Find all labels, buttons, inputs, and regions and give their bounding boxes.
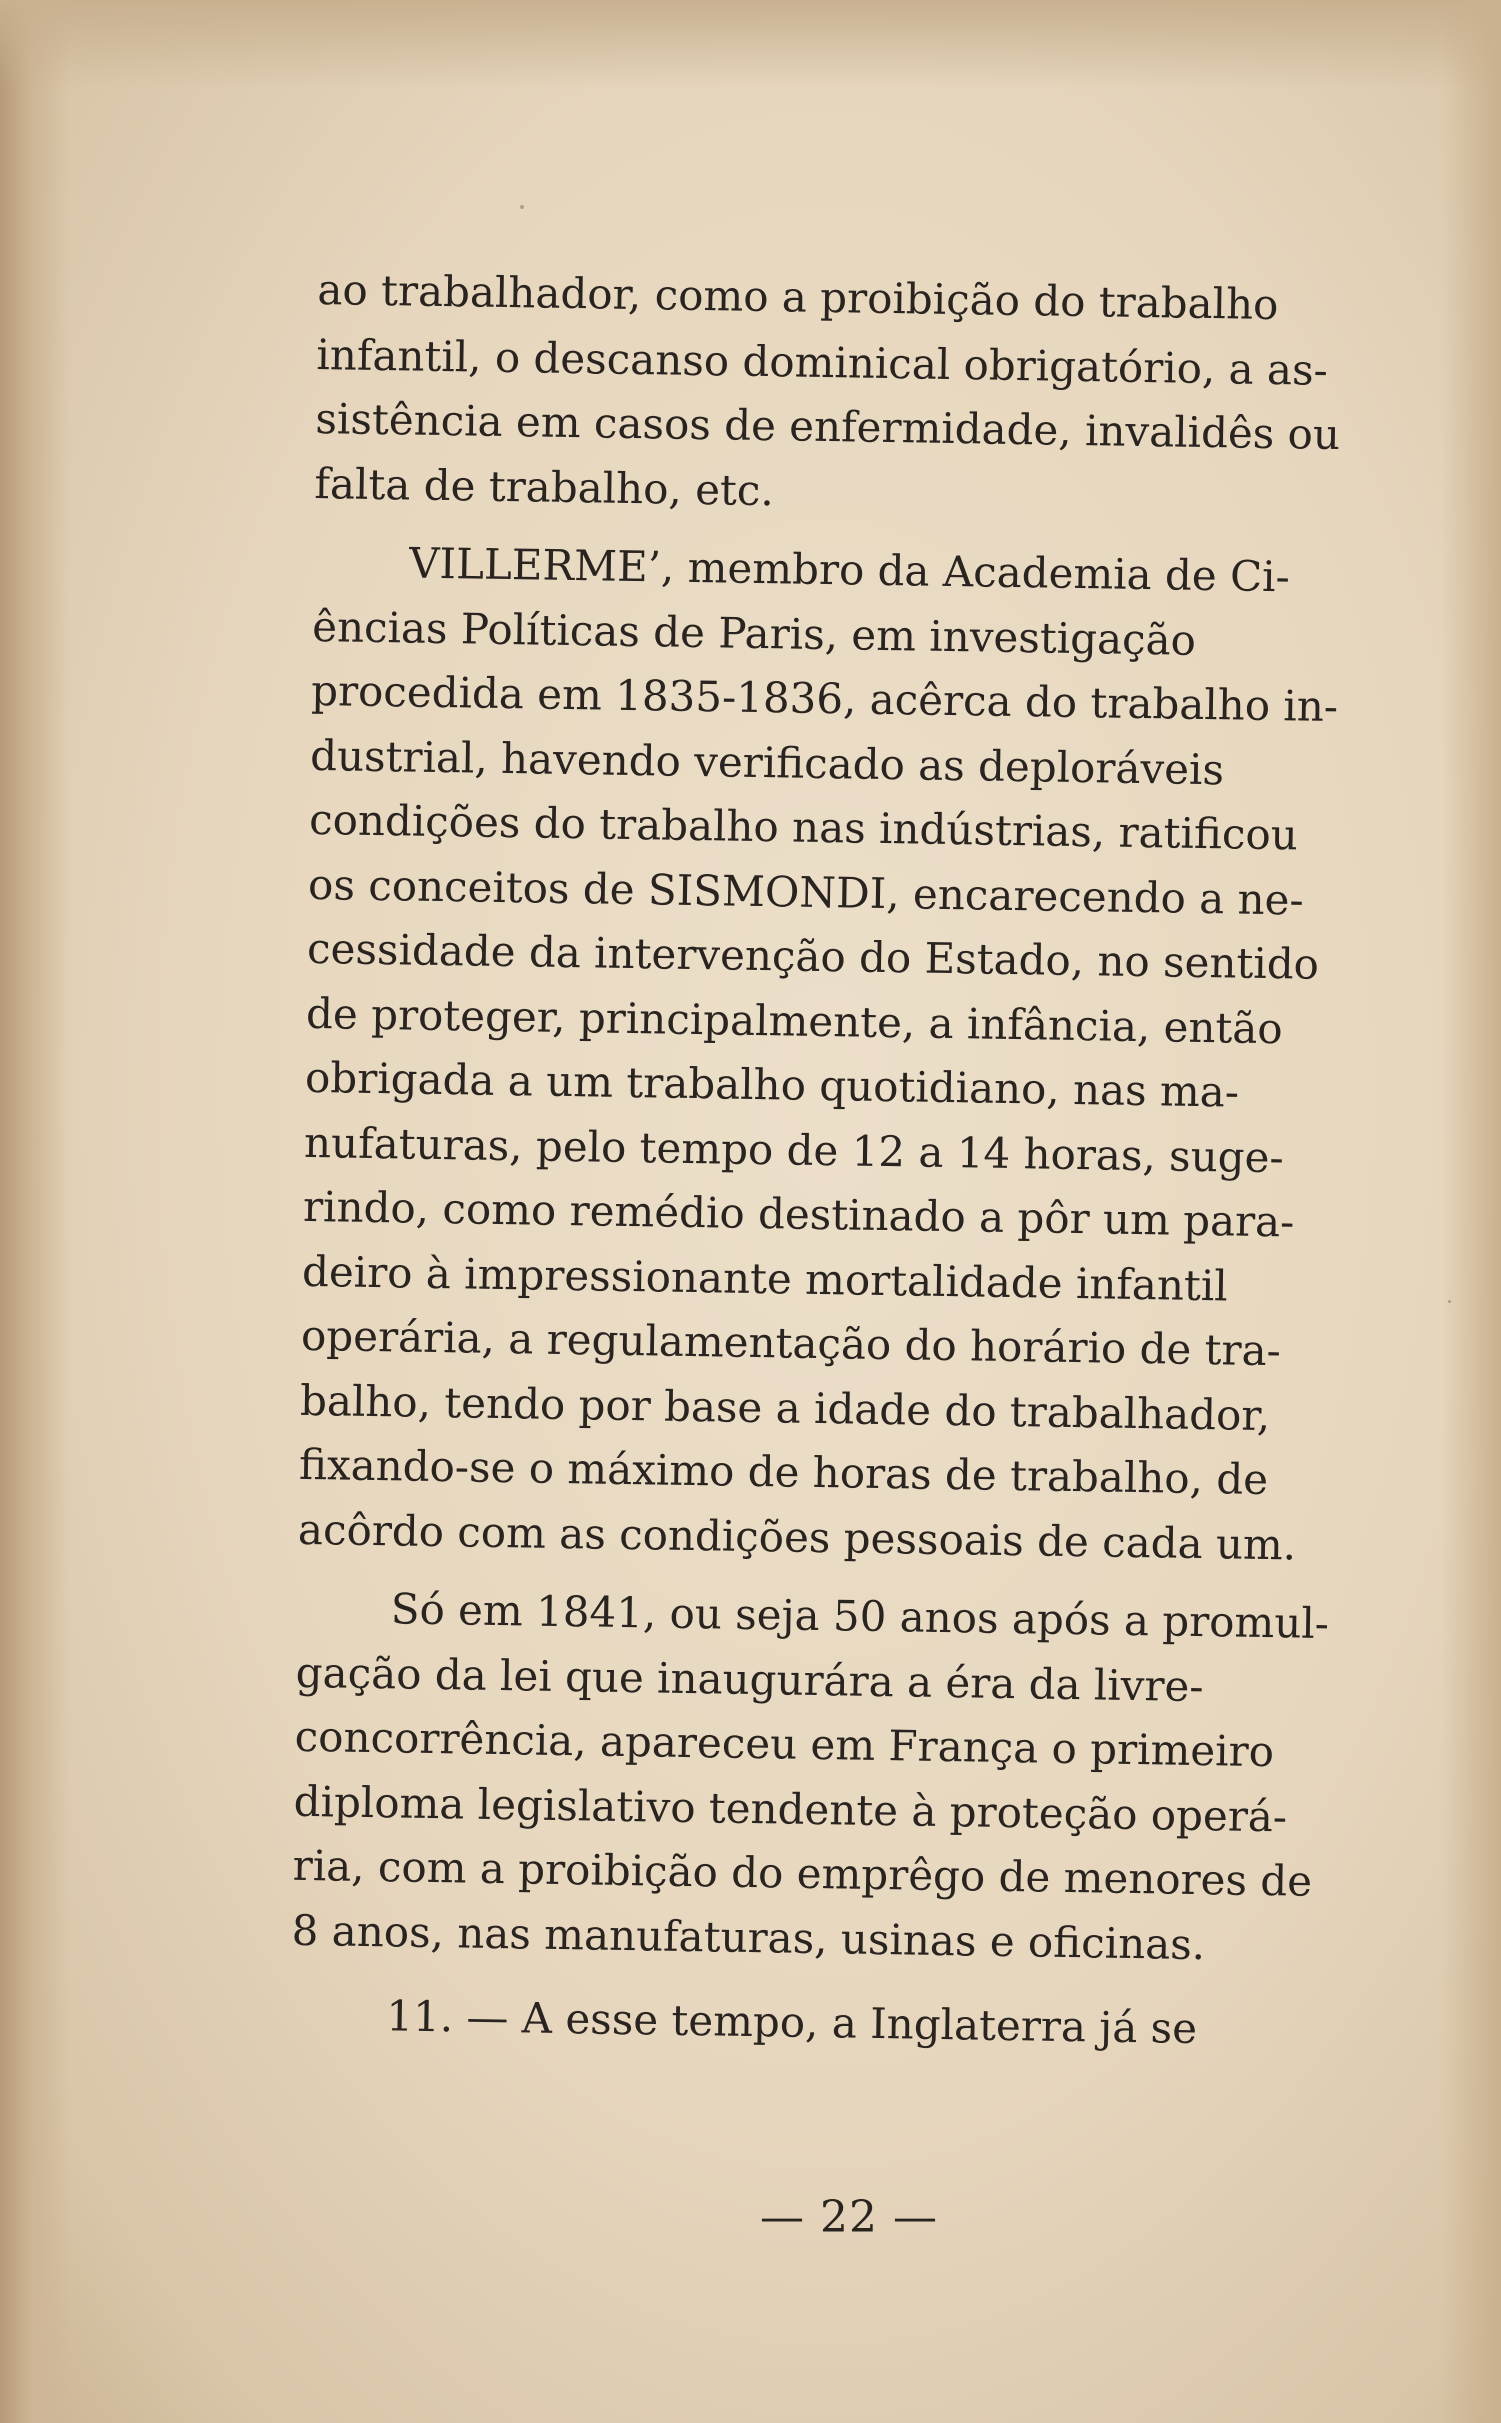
binding-shadow	[0, 0, 70, 2423]
text-line: operária, a regulamentação do horário de tra-	[300, 1310, 1282, 1376]
text-line: concorrência, apareceu em França o primeiro	[294, 1711, 1275, 1777]
text-line: infantil, o descanso dominical obrigatório, a as-	[316, 329, 1329, 395]
text-line: rindo, como remédio destinado a pôr um para-	[302, 1181, 1295, 1247]
text-line: VILLERME’, membro da Academia de Ci-	[408, 538, 1291, 602]
paper-speck	[520, 205, 524, 209]
text-line: sistência em casos de enfermidade, invalidês ou	[315, 393, 1341, 460]
body-text	[290, 258, 1403, 2064]
paper-speck	[1448, 1300, 1451, 1303]
text-line: acôrdo com as condições pessoais de cada um.	[297, 1504, 1297, 1570]
text-line: gação da lei que inaugurára a éra da livre-	[295, 1647, 1204, 1711]
page-number: — 22 —	[760, 2192, 938, 2243]
paragraph-1	[314, 258, 1403, 533]
paragraph-2	[298, 530, 1399, 1579]
text-line: balho, tendo por base a idade do trabalhador,	[299, 1375, 1271, 1440]
text-line: ências Políticas de Paris, em investigação	[311, 601, 1197, 665]
paragraph-3	[291, 1576, 1382, 1980]
text-line: cessidade da intervenção do Estado, no sentido	[306, 923, 1320, 989]
text-line: procedida em 1835-1836, acêrca do trabalho in-	[310, 665, 1339, 732]
text-line: ao trabalhador, como a proibição do trabalho	[317, 264, 1279, 330]
text-line: os conceitos de SISMONDI, encarecendo a ne-	[307, 859, 1305, 925]
right-edge-shadow	[1441, 0, 1501, 2423]
text-line: dustrial, havendo verificado as deploráveis	[309, 730, 1225, 794]
text-line: diploma legislativo tendente à proteção operá-	[293, 1776, 1288, 1841]
text-line: obrigada a um trabalho quotidiano, nas ma-	[304, 1052, 1240, 1117]
top-edge-shadow	[0, 0, 1501, 90]
text-line: fixando-se o máximo de horas de trabalho, de	[298, 1439, 1269, 1505]
text-line: deiro à impressionante mortalidade infantil	[301, 1246, 1229, 1310]
text-line: de proteger, principalmente, a infância, então	[305, 988, 1284, 1053]
text-line: falta de trabalho, etc.	[314, 458, 775, 515]
text-line: condições do trabalho nas indústrias, ratificou	[308, 794, 1299, 860]
text-line: Só em 1841, ou seja 50 anos após a promul-	[390, 1584, 1330, 1649]
text-line: 11. — A esse tempo, a Inglaterra já se	[386, 1991, 1198, 2054]
text-line: nufaturas, pelo tempo de 12 a 14 horas, suge-	[303, 1117, 1285, 1182]
text-line: 8 anos, nas manufaturas, usinas e oficinas.	[291, 1905, 1206, 1969]
text-line: ria, com a proibição do emprêgo de menores de	[292, 1840, 1313, 1906]
